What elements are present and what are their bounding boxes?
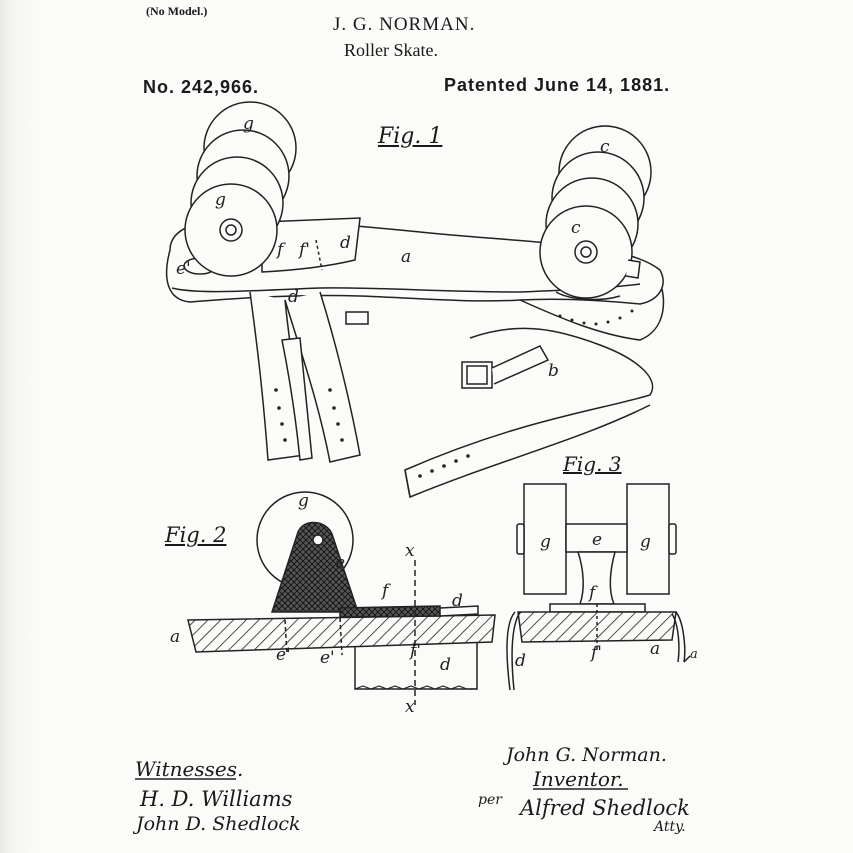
inventor-signature: John G. Norman.	[506, 744, 667, 766]
label-d-fig1-1: d	[340, 233, 351, 253]
label-d-fig2-2: d	[440, 655, 451, 675]
label-f-prime-fig3: f'	[591, 643, 602, 663]
witness-signature-2: John D. Shedlock	[136, 813, 301, 835]
label-f-prime-fig2: f'	[410, 641, 421, 661]
inventor-label: Inventor.	[533, 767, 624, 791]
label-b: b	[548, 361, 559, 381]
label-d-fig1-2: d	[288, 287, 299, 307]
label-f-prime-fig1: f'	[299, 240, 310, 260]
label-a-fig3-1: a	[650, 639, 661, 659]
patent-date: Patented June 14, 1881.	[444, 75, 671, 95]
label-c-2: c	[571, 218, 581, 238]
label-x-top: x	[405, 541, 415, 561]
label-d-fig3: d	[515, 651, 526, 671]
label-e-fig3: e	[592, 530, 603, 550]
fig3-caption: Fig. 3	[563, 452, 622, 476]
label-e-prime-fig2-1: e'	[276, 645, 291, 665]
label-a-fig3-2: a	[690, 647, 698, 662]
label-f-fig2: f	[382, 581, 389, 601]
label-d-fig2-1: d	[452, 591, 463, 611]
label-e-prime-fig1: e'	[176, 259, 191, 279]
label-f-fig1: f	[277, 240, 284, 260]
label-g-2: g	[215, 190, 226, 210]
no-model-note: (No Model.)	[146, 4, 208, 18]
label-g-fig2: g	[298, 491, 309, 511]
fig1-caption: Fig. 1	[378, 124, 443, 149]
label-c-1: c	[600, 137, 610, 157]
label-g-1: g	[243, 114, 254, 134]
label-f-fig3: f	[589, 583, 596, 603]
patent-title: Roller Skate.	[344, 40, 438, 60]
label-a-fig1: a	[401, 247, 412, 267]
attorney-label: Atty.	[654, 819, 686, 835]
per-label: per	[478, 792, 502, 808]
fig1-skate-drawing	[167, 102, 664, 497]
patent-number: No. 242,966.	[143, 77, 260, 97]
label-e-fig2: e	[335, 553, 346, 573]
label-a-fig2: a	[170, 627, 181, 647]
label-g-fig3-1: g	[540, 532, 551, 552]
label-x-bottom: x	[405, 697, 415, 717]
witness-signature-1: H. D. Williams	[140, 787, 293, 811]
fig2-caption: Fig. 2	[165, 523, 227, 547]
inventor-name: J. G. NORMAN.	[333, 14, 476, 35]
witnesses-label: Witnesses.	[135, 757, 244, 781]
label-e-prime-fig2-2: e'	[320, 648, 335, 668]
attorney-signature: Alfred Shedlock	[520, 796, 690, 820]
label-g-fig3-2: g	[640, 532, 651, 552]
